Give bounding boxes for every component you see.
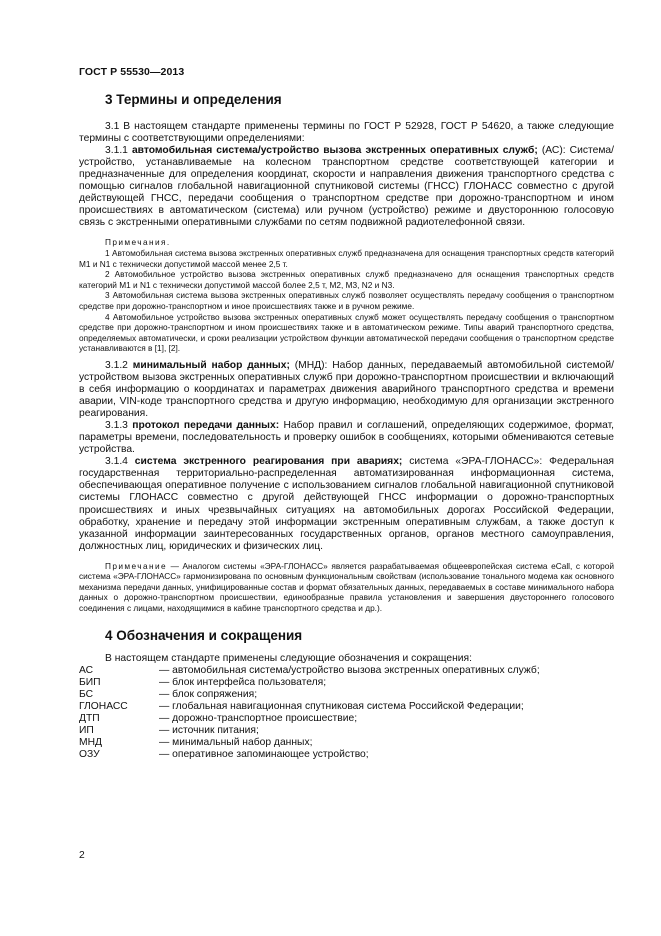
abbreviation-code: ИП: [79, 724, 94, 736]
abbreviation-definition: — блок сопряжения;: [159, 688, 258, 700]
term-number: 3.1.3: [105, 420, 133, 432]
abbreviation-row: [79, 749, 614, 761]
abbreviation-definition: — дорожно-транспортное происшествие;: [159, 712, 358, 724]
abbreviation-code: БИП: [79, 676, 101, 688]
section-3-intro: 3.1 В настоящем стандарте применены термины по ГОСТ Р 52928, ГОСТ Р 54620, а также следующие термины с соответствующими определениями:: [79, 121, 614, 145]
term-3-1-4: [79, 456, 614, 552]
note-2: 2 Автомобильное устройство вызова экстренных оперативных служб предназначено для оснащения транспортных средств категорий M1 и N1 с технически допустимой массой более 2,5 т, M2, M3, N2 и N3.: [79, 269, 614, 290]
abbreviation-code: ДТП: [79, 712, 100, 724]
section-4-title: 4 Обозначения и сокращения: [105, 627, 303, 643]
page-content: [79, 92, 614, 761]
term-definition: система «ЭРА-ГЛОНАСС»: Федеральная государственная территориально-распределенная автоматизированная информационная система, обеспечивающая оперативное получение с использованием сигналов глобальной навигационной спутниковой системы ГЛОНАСС совместно с другой действующей ГНСС информации о дорожно-транспортных происшествиях и иных чрезвычайных ситуациях на автомобильных дорогах Российской Федерации, обработку, хранение и передачу этой информации экстренным оперативным службам, а также доступ к указанной информации заинтересованных государственных органов, органов местного самоуправления, должностных лиц, юридических и физических лиц.: [79, 456, 615, 552]
standard-header: ГОСТ Р 55530—2013: [79, 66, 185, 78]
abbreviation-row: [79, 737, 614, 749]
abbreviation-definition: — глобальная навигационная спутниковая система Российской Федерации;: [159, 700, 524, 712]
section-3-title: 3 Термины и определения: [105, 92, 282, 107]
abbreviation-code: АС: [79, 664, 94, 676]
abbreviation-row: [79, 689, 614, 701]
abbreviation-row: [79, 725, 614, 737]
note-text: — Аналогом системы «ЭРА-ГЛОНАСС» является разрабатываемая общеевропейская система eCall, с которой система «ЭРА-ГЛОНАСС» гармонизирована по основным функциональным свойствам (использование тонального модема как основного механизма передачи данных, унифицированные состав и формат обязательных данных, передаваемых в составе минимального набора данных о дорожно-транспортном происшествии, единообразные правила установления и завершения двустороннего голосового соединения с лицами, находящимися в кабине транспортного средства и др.).: [79, 560, 614, 614]
note-3: 3 Автомобильная система вызова экстренных оперативных служб позволяет осуществлять передачу сообщения о транспортном средстве при дорожно-транспортном и иное происшествиях также и в ручном режиме.: [79, 290, 614, 311]
abbreviation-code: МНД: [79, 737, 102, 748]
abbreviation-definition: — автомобильная система/устройство вызова экстренных оперативных служб;: [159, 664, 540, 676]
note-1: 1 Автомобильная система вызова экстренных оперативных служб предназначена для оснащения транспортных средств категорий M1 и N1 с технически допустимой массой менее 2,5 т.: [79, 248, 614, 269]
section-4-intro: В настоящем стандарте применены следующие обозначения и сокращения:: [105, 652, 472, 664]
term-name: минимальный набор данных;: [132, 359, 290, 371]
abbreviation-code: ОЗУ: [79, 749, 100, 761]
term-definition: (АС): Система/устройство, устанавливаемые на колесном транспортном средстве соответствующей категории и предназначенные для определения координат, скорости и направления движения транспортного средства с помощью сигналов глобальной навигационной спутниковой системы (ГНСС) ГЛОНАСС совместно с другой действующей ГНСС, передачи сообщения о транспортном средстве при дорожно-транспортном и ином происшествиях в автоматическом (система) или ручном (устройство) режиме и двустороннюю голосовую связь с экстренными оперативными службами по сетям подвижной радиотелефонной связи.: [79, 145, 614, 229]
abbreviation-definition: — оперативное запоминающее устройство;: [159, 749, 369, 761]
note-era-glonass: [79, 561, 614, 614]
abbreviation-list: [79, 665, 614, 761]
notes-block: [79, 237, 614, 354]
abbreviation-row: [79, 665, 614, 677]
term-name: система экстренного реагирования при авариях;: [134, 456, 403, 468]
abbreviation-row: [79, 701, 614, 713]
note-label: Примечание: [105, 560, 168, 571]
abbreviation-definition: — минимальный набор данных;: [159, 737, 313, 748]
term-3-1-2: [79, 360, 614, 420]
abbreviation-definition: — блок интерфейса пользователя;: [159, 676, 327, 688]
abbreviation-code: БС: [79, 688, 94, 700]
notes-label: Примечания.: [105, 237, 171, 248]
abbreviation-code: ГЛОНАСС: [79, 700, 128, 712]
term-name: автомобильная система/устройство вызова экстренных оперативных служб;: [131, 145, 538, 157]
term-number: 3.1.2: [105, 359, 133, 371]
page-number: 2: [79, 850, 85, 861]
term-3-1-1: [79, 145, 614, 229]
note-4: 4 Автомобильное устройство вызова экстренных оперативных служб может осуществлять передачу сообщения о транспортном средстве при дорожно-транспортном и ином происшествиях также и в автоматическом режиме. Типы аварий транспортного средства, определяемых автоматически, и сроки реализации устройством функции автоматической передачи сообщения о транспортном средстве устанавливаются в [1], [2].: [79, 311, 614, 354]
term-3-1-3: [79, 420, 614, 456]
term-definition: Набор правил и соглашений, определяющих содержимое, формат, параметры времени, последовательность и проверку ошибок в сообщениях, которыми обмениваются сетевые устройства.: [79, 420, 614, 456]
term-number: 3.1.4: [105, 456, 135, 468]
abbreviation-definition: — источник питания;: [159, 724, 259, 736]
term-definition: (МНД): Набор данных, передаваемый автомобильной системой/устройством вызова экстренных оперативных служб при дорожно-транспортном происшествии и включающий в себя информацию о координатах и параметрах движения аварийного транспортного средства и времени аварии, VIN-коде транспортного средства и другую информацию, необходимую для организации экстренного реагирования.: [79, 359, 614, 420]
term-number: 3.1.1: [105, 145, 132, 157]
term-name: протокол передачи данных:: [132, 420, 280, 432]
abbreviation-row: [79, 713, 614, 725]
abbreviation-row: [79, 677, 614, 689]
